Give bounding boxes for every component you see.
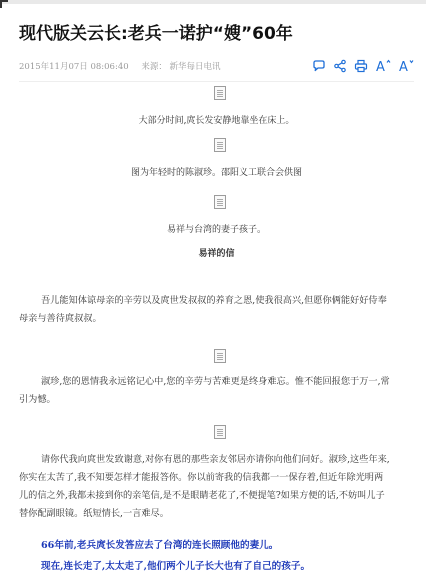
paragraph-line: 吾儿能知体谅母亲的辛劳以及庹世发叔叔的养育之恩,使我很高兴,但愿你俩能好好侍奉 (41, 295, 387, 306)
image-caption: 易祥与台湾的妻子孩子。 (166, 225, 266, 235)
print-button[interactable] (354, 59, 368, 73)
paragraph-line: 替你配副眼镜。纸短情长,一言难尽。 (19, 508, 169, 519)
paragraph-line: 淑珍,您的恩情我永远铭记心中,您的辛劳与苦难更是终身难忘。惟不能回报您于万一,常 (41, 376, 390, 387)
speech-bubble-icon (312, 59, 326, 73)
paragraph-line: 母亲与善待庹叔叔。 (19, 313, 102, 324)
paragraph (19, 292, 423, 328)
svg-text:A: A (376, 60, 385, 73)
meta-divider (19, 81, 414, 82)
paragraph (19, 451, 423, 523)
image-caption: 图为年轻时的陈淑珍。邵阳义工联合会供图 (130, 168, 302, 178)
share-icon (333, 59, 347, 73)
meta-text (19, 60, 231, 72)
printer-icon (354, 59, 368, 73)
font-smaller-button[interactable] (398, 59, 414, 73)
comment-button[interactable] (312, 59, 326, 73)
image-caption: 大部分时间,庹长发安静地靠坐在床上。 (138, 116, 295, 126)
image-placeholder-icon (214, 86, 226, 100)
paragraph-line: 引为憾。 (19, 394, 56, 405)
publish-date: 2015年11月07日 08:06:40 (19, 62, 129, 72)
highlight-paragraph: 现在,连长走了,太太走了,他们两个儿子长大也有了自己的孩子。 (41, 561, 311, 572)
font-larger-icon (375, 59, 391, 73)
paragraph-line: 儿的信之外,我都未接到你的亲笔信,是不是眼睛老花了,不便提笔?如果方便的话,不妨叫儿子 (19, 490, 385, 501)
image-placeholder-icon (214, 349, 226, 363)
font-smaller-icon (398, 59, 414, 73)
article-source: 来源： 新华每日电讯 (141, 62, 221, 72)
paragraph-line: 请你代我向庹世发致谢意,对你有恩的那些亲友邻居亦请你向他们问好。淑珍,这些年来, (41, 454, 390, 465)
paragraph (19, 373, 423, 409)
image-placeholder-icon (214, 425, 226, 439)
image-placeholder-icon (214, 195, 226, 209)
share-button[interactable] (333, 59, 347, 73)
highlight-paragraph: 66年前,老兵庹长发答应去了台湾的连长照顾他的妻儿。 (41, 540, 279, 551)
svg-text:A: A (399, 60, 408, 73)
article-meta (19, 57, 414, 77)
corner-mark (0, 0, 8, 8)
top-rule (0, 0, 426, 4)
section-heading: 易祥的信 (198, 249, 235, 259)
font-larger-button[interactable] (375, 59, 391, 73)
article-title: 现代版关云长:老兵一诺护“嫂”60年 (19, 24, 293, 44)
article-tools (312, 57, 414, 75)
paragraph-line: 你实在太苦了,我不知要怎样才能报答你。你以前寄我的信我都一一保存着,但近年除光明两 (19, 472, 384, 483)
image-placeholder-icon (214, 138, 226, 152)
